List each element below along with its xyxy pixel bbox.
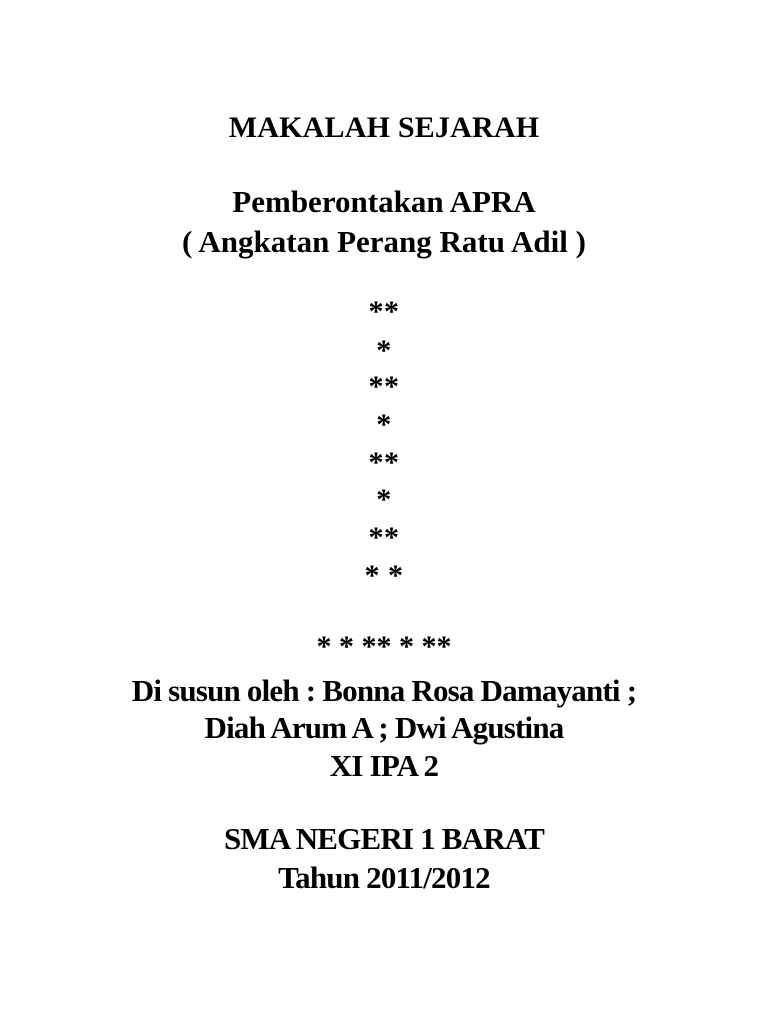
school-name: SMA NEGERI 1 BARAT: [223, 821, 545, 856]
decorative-stars-line: *: [376, 483, 392, 516]
decorative-stars-line: **: [368, 446, 400, 479]
authors-line: Diah Arum A ; Dwi Agustina: [204, 710, 564, 745]
decorative-stars-row: * * ** * **: [316, 630, 452, 663]
decorative-stars-line: **: [368, 295, 400, 328]
decorative-stars-line: **: [368, 521, 400, 554]
school-year: Tahun 2011/2012: [278, 860, 490, 895]
authors-line: Di susun oleh : Bonna Rosa Damayanti ;: [131, 673, 637, 708]
decorative-stars-line: * *: [364, 559, 404, 592]
document-title: MAKALAH SEJARAH: [228, 111, 540, 144]
document-subtitle-expansion: ( Angkatan Perang Ratu Adil ): [182, 224, 586, 259]
decorative-stars-line: **: [368, 370, 400, 403]
document-subtitle: Pemberontakan APRA: [232, 184, 536, 219]
decorative-stars-line: *: [376, 334, 392, 367]
class-label: XI IPA 2: [329, 748, 439, 783]
decorative-stars-line: *: [376, 408, 392, 441]
